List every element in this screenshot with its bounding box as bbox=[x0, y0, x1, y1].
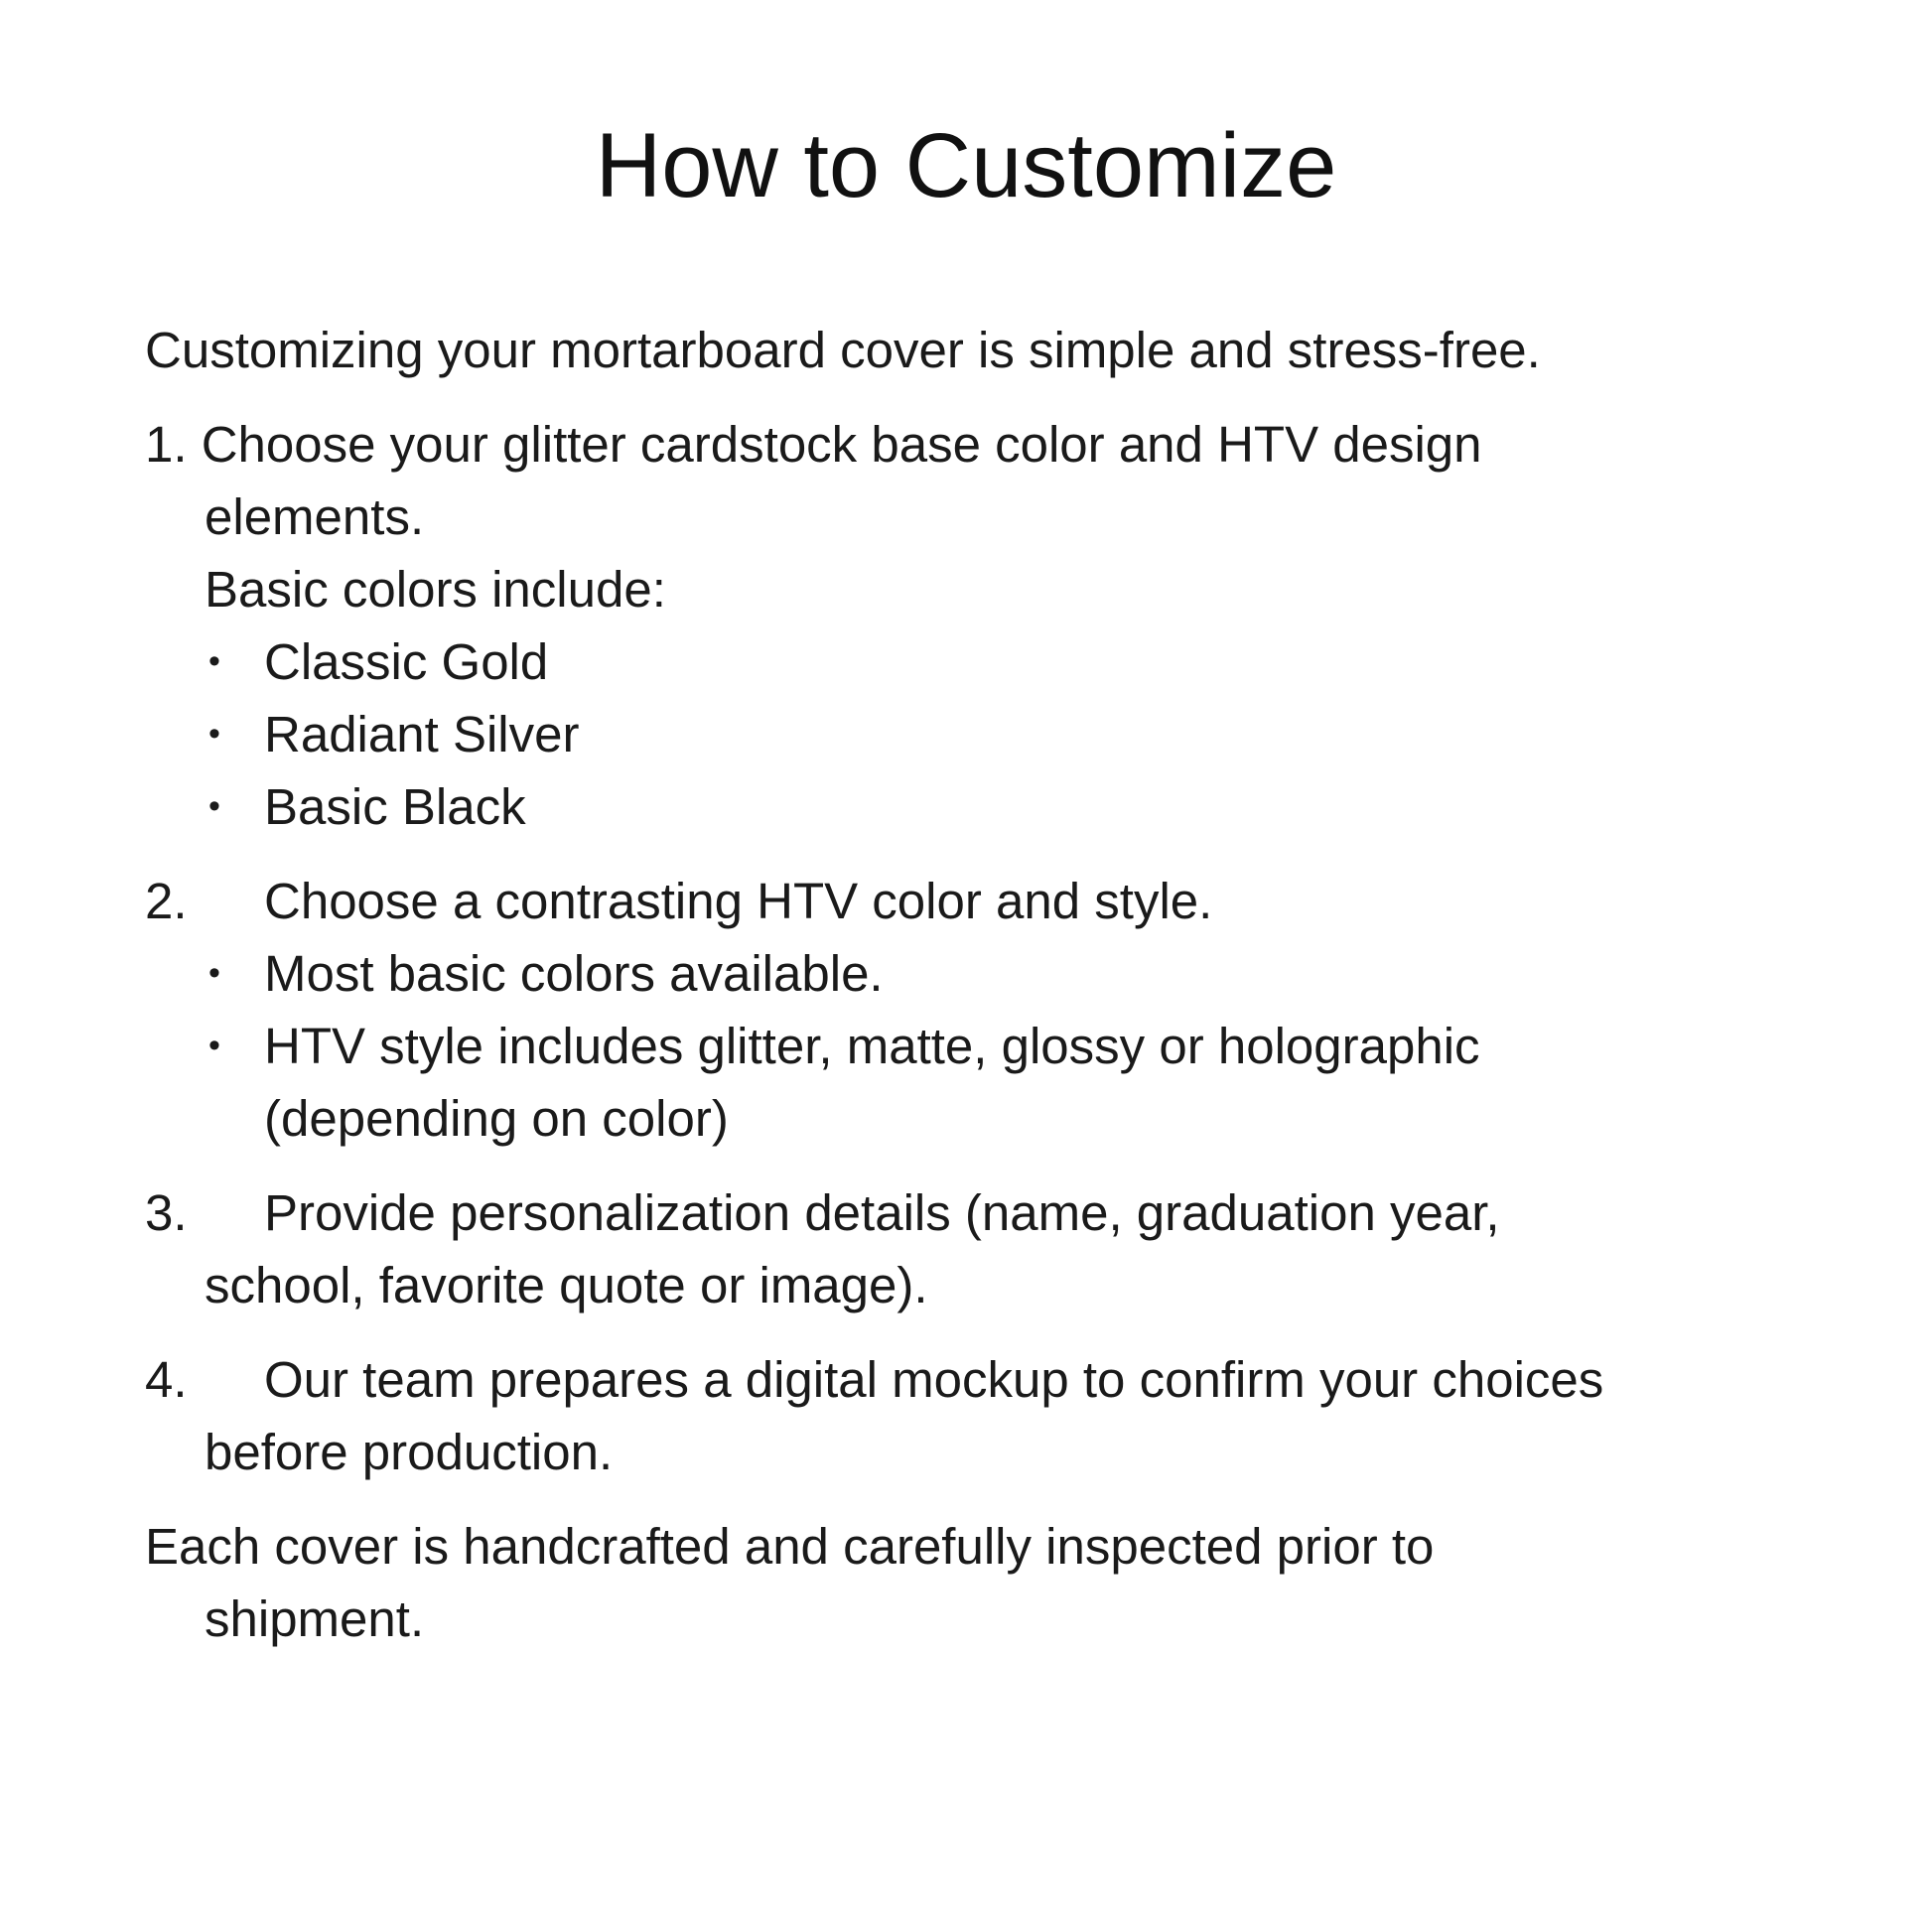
intro-text: Customizing your mortarboard cover is simple and stress-free. bbox=[145, 322, 1541, 378]
bullet-icon: • bbox=[208, 642, 220, 680]
bullet-icon: • bbox=[208, 1027, 220, 1064]
bullet-icon: • bbox=[208, 715, 220, 753]
list-item: • HTV style includes glitter, matte, glossy or holographic (depending on color) bbox=[145, 1010, 1813, 1155]
step-1 bbox=[145, 408, 1813, 843]
step-number: 2. bbox=[145, 873, 188, 929]
step-3 bbox=[145, 1176, 1813, 1321]
instructions-body bbox=[145, 314, 1813, 1655]
bullet-icon: • bbox=[208, 954, 220, 992]
step-number: 4. bbox=[145, 1351, 188, 1408]
step-2 bbox=[145, 865, 1813, 1155]
htv-options-list bbox=[145, 937, 1813, 1155]
step-number: 1. bbox=[145, 416, 188, 473]
step-text-continued: before production. bbox=[205, 1424, 614, 1480]
bullet-icon: • bbox=[208, 787, 220, 825]
closing-note: Each cover is handcrafted and carefully inspected prior to shipment. bbox=[145, 1518, 1435, 1647]
step-text-continued: elements. bbox=[205, 488, 425, 545]
list-item: • Classic Gold bbox=[145, 625, 1813, 698]
list-item: • Most basic colors available. bbox=[145, 937, 1813, 1010]
basic-colors-heading: Basic colors include: bbox=[205, 561, 666, 618]
step-number: 3. bbox=[145, 1184, 188, 1241]
step-text-continued: school, favorite quote or image). bbox=[205, 1257, 928, 1313]
step-text: Choose a contrasting HTV color and style. bbox=[264, 873, 1213, 929]
step-text: Choose your glitter cardstock base color and HTV design bbox=[201, 416, 1482, 473]
basic-colors-list bbox=[145, 625, 1813, 843]
list-item: • Basic Black bbox=[145, 770, 1813, 843]
step-text: Our team prepares a digital mockup to confirm your choices bbox=[264, 1351, 1604, 1408]
page-title: How to Customize bbox=[595, 115, 1337, 216]
step-text: Provide personalization details (name, graduation year, bbox=[264, 1184, 1500, 1241]
list-item: • Radiant Silver bbox=[145, 698, 1813, 770]
step-4 bbox=[145, 1343, 1813, 1488]
